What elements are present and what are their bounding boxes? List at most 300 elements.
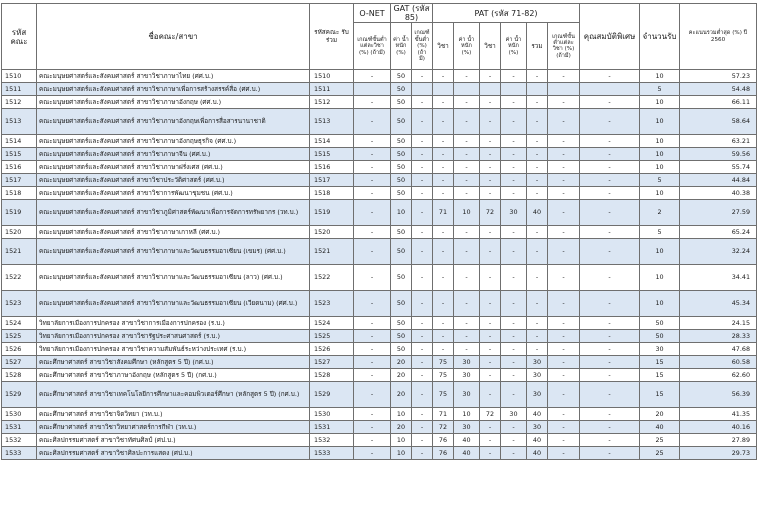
table-cell-name: คณะศึกษาศาสตร์ สาขาวิชาภาษาอังกฤษ (หลักสูตร 5 ปี) (กศ.บ.) <box>37 369 310 382</box>
table-row <box>2 343 757 356</box>
table-cell-code: 1519 <box>2 200 37 226</box>
table-cell-gat-min: - <box>412 148 433 161</box>
table-cell-gat-min: - <box>412 369 433 382</box>
table-cell-pat-min: - <box>548 421 580 434</box>
table-cell-pat2-weight: - <box>501 135 527 148</box>
table-cell-code: 1530 <box>2 408 37 421</box>
table-cell-name: คณะมนุษยศาสตร์และสังคมศาสตร์ สาขาวิชาภาษาฝรั่งเศส (ศศ.บ.) <box>37 161 310 174</box>
table-cell-pat2-subject: - <box>480 239 501 265</box>
table-cell-seats: 10 <box>640 265 680 291</box>
table-cell-code: 1518 <box>2 187 37 200</box>
table-cell-min-score: 63.21 <box>680 135 757 148</box>
table-cell-seats: 5 <box>640 83 680 96</box>
table-cell-onet-min <box>354 83 391 96</box>
table-cell-joint-code: 1526 <box>310 343 354 356</box>
table-cell-code: 1510 <box>2 70 37 83</box>
table-cell-pat1-weight: 30 <box>454 382 480 408</box>
table-cell-name: วิทยาลัยการเมืองการปกครอง สาขาวิชาการเมืองการปกครอง (ร.บ.) <box>37 317 310 330</box>
table-cell-pat2-weight <box>501 83 527 96</box>
table-cell-code: 1532 <box>2 434 37 447</box>
table-cell-gat-weight: 50 <box>391 96 412 109</box>
table-cell-pat-min: - <box>548 135 580 148</box>
table-cell-gat-min: - <box>412 434 433 447</box>
table-row <box>2 174 757 187</box>
table-cell-seats: 50 <box>640 330 680 343</box>
table-cell-onet-min: - <box>354 70 391 83</box>
table-cell-pat1-weight: 30 <box>454 356 480 369</box>
table-cell-pat-min: - <box>548 70 580 83</box>
table-cell-min-score: 41.35 <box>680 408 757 421</box>
table-cell-pat-total: 30 <box>527 421 548 434</box>
table-cell-pat-total: 30 <box>527 382 548 408</box>
table-cell-onet-min: - <box>354 148 391 161</box>
table-row <box>2 109 757 135</box>
table-cell-name: คณะศึกษาศาสตร์ สาขาวิชาจิตวิทยา (วท.บ.) <box>37 408 310 421</box>
table-cell-pat1-subject: 76 <box>433 447 454 460</box>
table-cell-joint-code: 1520 <box>310 226 354 239</box>
table-cell-pat1-weight: - <box>454 226 480 239</box>
table-cell-name: คณะมนุษยศาสตร์และสังคมศาสตร์ สาขาวิชาภาษาไทย (ศศ.บ.) <box>37 70 310 83</box>
table-cell-pat2-weight: - <box>501 226 527 239</box>
table-cell-pat2-subject: - <box>480 356 501 369</box>
table-cell-onet-min: - <box>354 226 391 239</box>
table-cell-pat2-weight: - <box>501 330 527 343</box>
header-group-onet: O-NET <box>354 4 391 23</box>
table-cell-gat-weight: 20 <box>391 356 412 369</box>
table-cell-pat2-subject <box>480 83 501 96</box>
table-cell-onet-min: - <box>354 109 391 135</box>
table-cell-min-score: 47.68 <box>680 343 757 356</box>
table-cell-onet-min: - <box>354 434 391 447</box>
table-cell-pat1-subject: 76 <box>433 434 454 447</box>
table-cell-special: - <box>580 356 640 369</box>
table-cell-pat-min: - <box>548 265 580 291</box>
table-cell-pat-total: 40 <box>527 434 548 447</box>
table-cell-seats: 40 <box>640 421 680 434</box>
table-cell-pat1-subject: 71 <box>433 408 454 421</box>
table-cell-pat-total: 40 <box>527 447 548 460</box>
table-cell-joint-code: 1514 <box>310 135 354 148</box>
table-cell-pat-total: - <box>527 226 548 239</box>
table-cell-pat2-subject: - <box>480 174 501 187</box>
table-cell-seats: 10 <box>640 148 680 161</box>
table-row <box>2 239 757 265</box>
table-cell-special: - <box>580 291 640 317</box>
table-cell-pat1-weight: - <box>454 70 480 83</box>
table-cell-gat-min: - <box>412 200 433 226</box>
table-cell-gat-weight: 50 <box>391 161 412 174</box>
table-cell-pat2-weight: - <box>501 434 527 447</box>
table-cell-gat-min: - <box>412 96 433 109</box>
header-joint-code: รหัสคณะ รับร่วม <box>310 4 354 70</box>
table-cell-pat-total: - <box>527 174 548 187</box>
table-cell-code: 1525 <box>2 330 37 343</box>
table-cell-pat2-weight: 30 <box>501 408 527 421</box>
table-cell-gat-min: - <box>412 291 433 317</box>
table-cell-joint-code: 1521 <box>310 239 354 265</box>
table-cell-gat-weight: 50 <box>391 109 412 135</box>
table-cell-pat2-subject: - <box>480 96 501 109</box>
table-cell-min-score: 24.15 <box>680 317 757 330</box>
table-cell-min-score: 57.23 <box>680 70 757 83</box>
table-cell-gat-min: - <box>412 239 433 265</box>
table-cell-code: 1522 <box>2 265 37 291</box>
table-cell-min-score: 34.41 <box>680 265 757 291</box>
table-cell-min-score: 66.11 <box>680 96 757 109</box>
table-cell-special: - <box>580 447 640 460</box>
table-cell-pat-total: 40 <box>527 200 548 226</box>
table-cell-pat1-weight: - <box>454 317 480 330</box>
table-cell-min-score: 40.16 <box>680 421 757 434</box>
table-cell-pat1-weight: - <box>454 265 480 291</box>
table-cell-pat2-weight: - <box>501 356 527 369</box>
table-cell-special: - <box>580 317 640 330</box>
table-cell-pat-min: - <box>548 161 580 174</box>
table-cell-code: 1517 <box>2 174 37 187</box>
table-cell-pat1-weight: 40 <box>454 447 480 460</box>
table-cell-pat2-weight: - <box>501 343 527 356</box>
table-cell-pat1-subject: - <box>433 187 454 200</box>
table-cell-gat-weight: 10 <box>391 408 412 421</box>
header-seats: จำนวนรับ <box>640 4 680 70</box>
table-cell-pat1-weight: - <box>454 239 480 265</box>
table-cell-gat-weight: 50 <box>391 148 412 161</box>
table-cell-code: 1514 <box>2 135 37 148</box>
table-cell-code: 1515 <box>2 148 37 161</box>
table-cell-gat-weight: 50 <box>391 187 412 200</box>
table-cell-seats: 10 <box>640 239 680 265</box>
table-cell-special: - <box>580 239 640 265</box>
table-cell-pat-min: - <box>548 174 580 187</box>
table-cell-name: คณะมนุษยศาสตร์และสังคมศาสตร์ สาขาวิชาประวัติศาสตร์ (ศศ.บ.) <box>37 174 310 187</box>
table-cell-code: 1533 <box>2 447 37 460</box>
table-cell-pat1-subject: 75 <box>433 356 454 369</box>
table-cell-pat1-subject: - <box>433 96 454 109</box>
table-cell-onet-min: - <box>354 200 391 226</box>
table-cell-pat1-weight <box>454 83 480 96</box>
table-row <box>2 200 757 226</box>
header-pat1-weight: ค่า น้ำหนัก (%) <box>454 23 480 70</box>
table-cell-name: คณะมนุษยศาสตร์และสังคมศาสตร์ สาขาวิชาภาษาเกาหลี (ศศ.บ.) <box>37 226 310 239</box>
table-cell-name: คณะมนุษยศาสตร์และสังคมศาสตร์ สาขาวิชาภาษาและวัฒนธรรมอาเซียน (ลาว) (ศศ.บ.) <box>37 265 310 291</box>
table-cell-seats: 10 <box>640 70 680 83</box>
table-cell-special: - <box>580 70 640 83</box>
table-cell-pat2-subject: - <box>480 161 501 174</box>
table-cell-onet-min: - <box>354 447 391 460</box>
table-cell-code: 1531 <box>2 421 37 434</box>
table-cell-name: คณะศึกษาศาสตร์ สาขาวิชาวิทยาศาสตร์การกีฬา (วท.บ.) <box>37 421 310 434</box>
table-cell-special: - <box>580 265 640 291</box>
table-cell-pat2-weight: 30 <box>501 200 527 226</box>
table-cell-joint-code: 1522 <box>310 265 354 291</box>
table-cell-gat-min: - <box>412 356 433 369</box>
table-cell-name: คณะมนุษยศาสตร์และสังคมศาสตร์ สาขาวิชาภาษาอังกฤษเพื่อการสื่อสารนานาชาติ <box>37 109 310 135</box>
table-cell-pat-min: - <box>548 200 580 226</box>
table-cell-pat-min: - <box>548 369 580 382</box>
table-cell-pat-total: - <box>527 330 548 343</box>
table-cell-pat1-weight: 30 <box>454 369 480 382</box>
table-cell-gat-min: - <box>412 408 433 421</box>
table-cell-gat-min: - <box>412 447 433 460</box>
table-cell-pat1-weight: - <box>454 109 480 135</box>
table-row <box>2 187 757 200</box>
table-cell-pat2-subject: - <box>480 369 501 382</box>
table-cell-pat1-weight: - <box>454 187 480 200</box>
table-cell-pat-total: 40 <box>527 408 548 421</box>
table-cell-pat-min <box>548 83 580 96</box>
table-cell-pat1-weight: 10 <box>454 200 480 226</box>
table-cell-pat1-subject: - <box>433 317 454 330</box>
table-cell-gat-min: - <box>412 265 433 291</box>
table-cell-pat1-subject: 75 <box>433 369 454 382</box>
table-cell-pat1-subject: - <box>433 330 454 343</box>
table-cell-min-score: 55.74 <box>680 161 757 174</box>
table-cell-gat-weight: 50 <box>391 343 412 356</box>
table-cell-gat-weight: 50 <box>391 135 412 148</box>
table-cell-code: 1527 <box>2 356 37 369</box>
table-cell-pat1-weight: 30 <box>454 421 480 434</box>
table-cell-gat-min: - <box>412 421 433 434</box>
table-cell-name: คณะมนุษยศาสตร์และสังคมศาสตร์ สาขาวิชาการพัฒนาชุมชน (ศศ.บ.) <box>37 187 310 200</box>
table-cell-min-score: 32.24 <box>680 239 757 265</box>
table-cell-pat-total: - <box>527 96 548 109</box>
table-cell-name: คณะมนุษยศาสตร์และสังคมศาสตร์ สาขาวิชาภาษาและวัฒนธรรมอาเซียน (เขมร) (ศศ.บ.) <box>37 239 310 265</box>
table-cell-min-score: 27.59 <box>680 200 757 226</box>
table-cell-joint-code: 1513 <box>310 109 354 135</box>
table-cell-special: - <box>580 174 640 187</box>
table-cell-pat1-subject: - <box>433 161 454 174</box>
admission-table <box>1 3 757 460</box>
table-cell-special: - <box>580 421 640 434</box>
table-cell-code: 1520 <box>2 226 37 239</box>
table-cell-min-score: 28.33 <box>680 330 757 343</box>
table-cell-special: - <box>580 109 640 135</box>
table-cell-onet-min: - <box>354 291 391 317</box>
table-row <box>2 265 757 291</box>
table-cell-pat1-subject: - <box>433 109 454 135</box>
table-cell-onet-min: - <box>354 187 391 200</box>
table-row <box>2 148 757 161</box>
table-cell-onet-min: - <box>354 408 391 421</box>
table-cell-joint-code: 1512 <box>310 96 354 109</box>
table-cell-pat2-subject: - <box>480 447 501 460</box>
table-cell-seats: 25 <box>640 447 680 460</box>
table-cell-code: 1524 <box>2 317 37 330</box>
table-cell-pat1-subject: - <box>433 291 454 317</box>
table-cell-code: 1528 <box>2 369 37 382</box>
table-cell-name: คณะศิลปกรรมศาสตร์ สาขาวิชาศิลปะการแสดง (ศป.บ.) <box>37 447 310 460</box>
header-pat2-weight: ค่า น้ำหนัก (%) <box>501 23 527 70</box>
header-pat1-subject: วิชา <box>433 23 454 70</box>
table-cell-pat-total: - <box>527 109 548 135</box>
table-cell-joint-code: 1511 <box>310 83 354 96</box>
table-cell-min-score: 59.56 <box>680 148 757 161</box>
table-cell-special: - <box>580 148 640 161</box>
table-cell-pat-min: - <box>548 148 580 161</box>
table-cell-special: - <box>580 408 640 421</box>
table-cell-seats: 10 <box>640 291 680 317</box>
table-cell-name: วิทยาลัยการเมืองการปกครอง สาขาวิชารัฐประศาสนศาสตร์ (ร.บ.) <box>37 330 310 343</box>
table-cell-gat-min: - <box>412 135 433 148</box>
table-cell-pat1-subject: - <box>433 265 454 291</box>
table-cell-code: 1516 <box>2 161 37 174</box>
table-cell-special: - <box>580 161 640 174</box>
table-cell-pat2-subject: 72 <box>480 408 501 421</box>
table-cell-name: คณะมนุษยศาสตร์และสังคมศาสตร์ สาขาวิชาภูมิศาสตร์พัฒนาเพื่อการจัดการทรัพยากร (วท.บ.) <box>37 200 310 226</box>
table-cell-onet-min: - <box>354 239 391 265</box>
table-cell-pat2-weight: - <box>501 421 527 434</box>
table-cell-joint-code: 1515 <box>310 148 354 161</box>
table-cell-pat1-weight: 40 <box>454 434 480 447</box>
table-cell-special: - <box>580 135 640 148</box>
table-cell-joint-code: 1523 <box>310 291 354 317</box>
table-cell-seats: 5 <box>640 174 680 187</box>
table-cell-onet-min: - <box>354 421 391 434</box>
table-cell-gat-min: - <box>412 226 433 239</box>
table-cell-seats: 5 <box>640 226 680 239</box>
table-row <box>2 317 757 330</box>
table-cell-pat2-subject: 72 <box>480 200 501 226</box>
table-cell-gat-min: - <box>412 174 433 187</box>
table-cell-special: - <box>580 369 640 382</box>
table-cell-gat-weight: 50 <box>391 226 412 239</box>
table-row <box>2 161 757 174</box>
table-cell-gat-weight: 50 <box>391 330 412 343</box>
table-cell-code: 1513 <box>2 109 37 135</box>
table-cell-seats: 15 <box>640 356 680 369</box>
table-cell-seats: 15 <box>640 382 680 408</box>
table-cell-min-score: 54.48 <box>680 83 757 96</box>
table-cell-gat-weight: 50 <box>391 83 412 96</box>
table-cell-name: คณะมนุษยศาสตร์และสังคมศาสตร์ สาขาวิชาภาษาและวัฒนธรรมอาเซียน (เวียดนาม) (ศศ.บ.) <box>37 291 310 317</box>
table-cell-onet-min: - <box>354 330 391 343</box>
table-cell-seats: 10 <box>640 161 680 174</box>
table-cell-pat1-subject <box>433 83 454 96</box>
table-cell-special <box>580 83 640 96</box>
table-row <box>2 83 757 96</box>
table-cell-gat-weight: 50 <box>391 70 412 83</box>
table-cell-pat1-subject: 75 <box>433 382 454 408</box>
table-cell-pat2-weight: - <box>501 96 527 109</box>
table-cell-pat2-subject: - <box>480 148 501 161</box>
table-cell-gat-min: - <box>412 382 433 408</box>
table-cell-onet-min: - <box>354 174 391 187</box>
table-cell-pat2-subject: - <box>480 226 501 239</box>
table-cell-pat1-weight: - <box>454 330 480 343</box>
table-cell-joint-code: 1533 <box>310 447 354 460</box>
table-cell-pat-total <box>527 83 548 96</box>
table-cell-onet-min: - <box>354 161 391 174</box>
table-cell-pat-min: - <box>548 109 580 135</box>
table-cell-pat2-weight: - <box>501 174 527 187</box>
table-cell-gat-weight: 10 <box>391 200 412 226</box>
table-cell-onet-min: - <box>354 356 391 369</box>
table-row <box>2 330 757 343</box>
table-cell-min-score: 40.38 <box>680 187 757 200</box>
table-cell-special: - <box>580 382 640 408</box>
table-cell-special: - <box>580 187 640 200</box>
table-cell-min-score: 44.84 <box>680 174 757 187</box>
table-cell-pat2-weight: - <box>501 265 527 291</box>
table-cell-joint-code: 1510 <box>310 70 354 83</box>
table-cell-joint-code: 1518 <box>310 187 354 200</box>
table-row <box>2 447 757 460</box>
table-cell-gat-weight: 20 <box>391 369 412 382</box>
table-row <box>2 96 757 109</box>
table-cell-pat-min: - <box>548 356 580 369</box>
table-cell-onet-min: - <box>354 369 391 382</box>
table-cell-pat1-weight: - <box>454 174 480 187</box>
table-cell-seats: 15 <box>640 369 680 382</box>
table-cell-pat1-subject: 71 <box>433 200 454 226</box>
table-cell-onet-min: - <box>354 96 391 109</box>
table-cell-gat-weight: 50 <box>391 239 412 265</box>
table-cell-min-score: 60.58 <box>680 356 757 369</box>
table-cell-pat1-subject: - <box>433 239 454 265</box>
table-cell-special: - <box>580 434 640 447</box>
table-cell-name: คณะศึกษาศาสตร์ สาขาวิชาเทคโนโลยีการศึกษาและคอมพิวเตอร์ศึกษา (หลักสูตร 5 ปี) (กศ.บ.) <box>37 382 310 408</box>
table-cell-name: คณะมนุษยศาสตร์และสังคมศาสตร์ สาขาวิชาภาษาเพื่อการสร้างสรรค์สื่อ (ศศ.บ.) <box>37 83 310 96</box>
table-cell-joint-code: 1525 <box>310 330 354 343</box>
header-gat-min: เกณฑ์ ขั้นต่ำ (%) (ถ้า มี) <box>412 23 433 70</box>
table-cell-pat-total: - <box>527 135 548 148</box>
table-cell-onet-min: - <box>354 135 391 148</box>
table-cell-pat2-subject: - <box>480 70 501 83</box>
header-onet-min: เกณฑ์ขั้นต่ำแต่ละวิชา (%) (ถ้ามี) <box>354 23 391 70</box>
table-cell-pat1-subject: - <box>433 226 454 239</box>
table-cell-pat2-subject: - <box>480 265 501 291</box>
table-cell-pat-min: - <box>548 317 580 330</box>
table-cell-code: 1523 <box>2 291 37 317</box>
table-cell-pat1-subject: - <box>433 148 454 161</box>
table-cell-name: คณะศึกษาศาสตร์ สาขาวิชาสังคมศึกษา (หลักสูตร 5 ปี) (กศ.บ.) <box>37 356 310 369</box>
header-gat-weight: ค่า น้ำหนัก (%) <box>391 23 412 70</box>
table-cell-gat-min <box>412 83 433 96</box>
table-cell-pat-total: 30 <box>527 369 548 382</box>
table-cell-gat-min: - <box>412 343 433 356</box>
table-cell-seats: 30 <box>640 343 680 356</box>
table-row <box>2 291 757 317</box>
table-cell-pat-total: 30 <box>527 356 548 369</box>
table-cell-pat2-weight: - <box>501 109 527 135</box>
table-cell-code: 1521 <box>2 239 37 265</box>
table-cell-pat1-weight: - <box>454 343 480 356</box>
table-cell-joint-code: 1532 <box>310 434 354 447</box>
header-pat-total: รวม <box>527 23 548 70</box>
table-cell-seats: 10 <box>640 135 680 148</box>
table-cell-min-score: 56.39 <box>680 382 757 408</box>
table-cell-pat-min: - <box>548 330 580 343</box>
table-cell-pat-total: - <box>527 148 548 161</box>
table-cell-pat2-weight: - <box>501 369 527 382</box>
table-cell-pat2-subject: - <box>480 291 501 317</box>
table-cell-pat-min: - <box>548 187 580 200</box>
table-cell-name: คณะศิลปกรรมศาสตร์ สาขาวิชาทัศนศิลป์ (ศป.บ.) <box>37 434 310 447</box>
table-cell-min-score: 29.73 <box>680 447 757 460</box>
table-cell-gat-min: - <box>412 109 433 135</box>
table-cell-pat-total: - <box>527 161 548 174</box>
table-cell-code: 1529 <box>2 382 37 408</box>
table-cell-gat-weight: 50 <box>391 317 412 330</box>
table-cell-onet-min: - <box>354 343 391 356</box>
table-cell-gat-min: - <box>412 330 433 343</box>
table-cell-gat-weight: 20 <box>391 382 412 408</box>
table-cell-special: - <box>580 96 640 109</box>
table-cell-pat-total: - <box>527 291 548 317</box>
table-cell-seats: 10 <box>640 109 680 135</box>
table-cell-gat-weight: 50 <box>391 291 412 317</box>
table-cell-pat-min: - <box>548 382 580 408</box>
